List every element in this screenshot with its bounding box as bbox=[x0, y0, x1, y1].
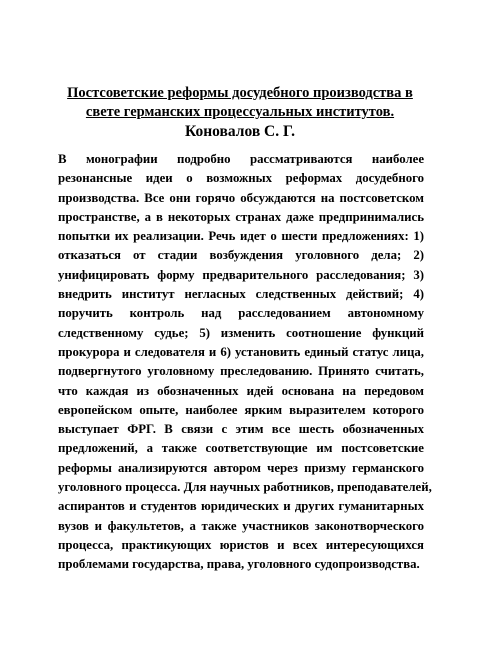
paragraph-line: процесса, практикующих юристов и всех интересующихся bbox=[58, 537, 424, 552]
paragraph-line: проблемами государства, права, уголовного судопроизводства. bbox=[58, 557, 420, 572]
paragraph-line: отказаться от стадии возбуждения уголовного дела; 2) bbox=[58, 248, 424, 263]
paragraph-line: предложений, а также соответствующие им постсоветские bbox=[58, 441, 424, 456]
paragraph-line: следственному судье; 5) изменить соотношение функций bbox=[58, 325, 424, 340]
document-author: Коновалов С. Г. bbox=[184, 123, 295, 140]
paragraph-line: унифицировать форму предварительного расследования; 3) bbox=[58, 267, 424, 282]
paragraph-line: внедрить институт негласных следственных действий; 4) bbox=[58, 287, 424, 302]
paragraph-line: резонансные идеи о возможных реформах досудебного bbox=[58, 171, 424, 186]
paragraph-line: пространстве, а в некоторых странах даже предпринимались bbox=[58, 209, 424, 224]
paragraph-line: выступает ФРГ. В связи с этим все шесть обозначенных bbox=[58, 422, 424, 437]
document-title-line-2: свете германских процессуальных институтов. bbox=[85, 104, 395, 120]
paragraph-line: прокурора и следователя и 6) установить единый статус лица, bbox=[58, 344, 424, 359]
paragraph-line: В монографии подробно рассматриваются наиболее bbox=[58, 152, 424, 166]
abstract-paragraph bbox=[58, 150, 432, 575]
paragraph-line: реформы анализируются автором через призму германского bbox=[58, 460, 424, 475]
document-title-line-1: Постсоветские реформы досудебного производства в bbox=[67, 85, 413, 101]
paragraph-line: поручить контроль над расследованием автономному bbox=[58, 306, 424, 321]
paragraph-line: попытки их реализации. Речь идет о шести предложениях: 1) bbox=[58, 229, 424, 244]
paragraph-line: аспирантов и студентов юридических и других гуманитарных bbox=[58, 499, 424, 514]
paragraph-line: вузов и факультетов, а также участников законотворческого bbox=[58, 518, 424, 533]
paragraph-line: производства. Все они горячо обсуждаются на постсоветском bbox=[58, 190, 424, 205]
paragraph-line: подвергнутого уголовному преследованию. Принято считать, bbox=[58, 364, 424, 379]
paragraph-line: уголовного процесса. Для научных работников, преподавателей, bbox=[58, 480, 432, 495]
paragraph-line: что каждая из обозначенных идей основана на передовом bbox=[58, 383, 424, 398]
paragraph-line: европейском опыте, наиболее ярким выразителем которого bbox=[58, 402, 424, 417]
title-block bbox=[40, 84, 440, 141]
